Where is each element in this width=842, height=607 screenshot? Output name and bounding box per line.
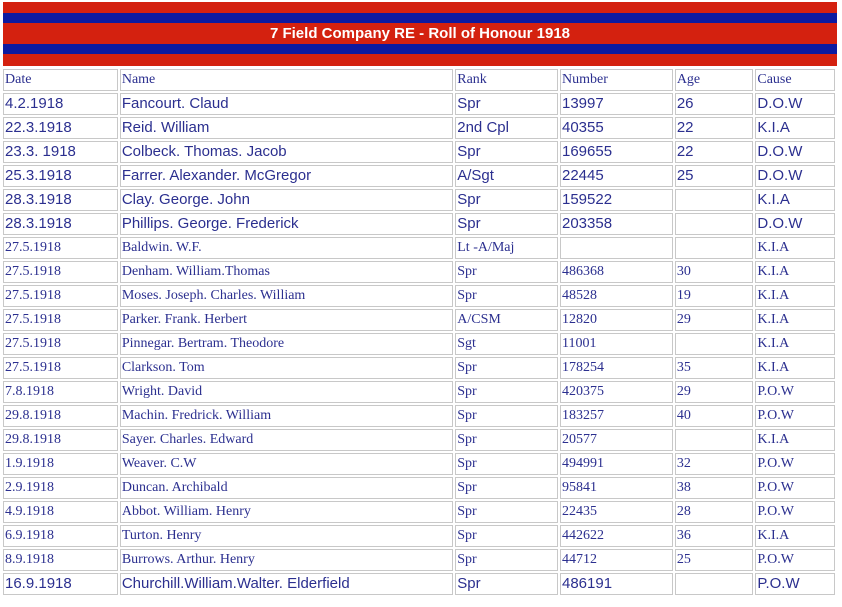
- cell-number: 48528: [560, 285, 673, 307]
- cell-name: Fancourt. Claud: [120, 93, 453, 115]
- cell-age: 22: [675, 141, 754, 163]
- cell-name: Burrows. Arthur. Henry: [120, 549, 453, 571]
- cell-age: 19: [675, 285, 754, 307]
- roll-table: [1, 67, 837, 597]
- cell-name: Baldwin. W.F.: [120, 237, 453, 259]
- cell-date: 22.3.1918: [3, 117, 118, 139]
- cell-name: Sayer. Charles. Edward: [120, 429, 453, 451]
- cell-cause: K.I.A: [755, 525, 835, 547]
- cell-rank: A/CSM: [455, 309, 558, 331]
- table-header-row: [3, 69, 835, 91]
- cell-rank: Spr: [455, 477, 558, 499]
- cell-cause: D.O.W: [755, 213, 835, 235]
- cell-number: 169655: [560, 141, 673, 163]
- table-row: [3, 549, 835, 571]
- cell-age: 22: [675, 117, 754, 139]
- cell-age: [675, 573, 754, 595]
- cell-cause: P.O.W: [755, 477, 835, 499]
- table-row: [3, 573, 835, 595]
- cell-name: Parker. Frank. Herbert: [120, 309, 453, 331]
- cell-cause: D.O.W: [755, 93, 835, 115]
- cell-rank: Spr: [455, 213, 558, 235]
- cell-age: [675, 237, 754, 259]
- cell-cause: P.O.W: [755, 405, 835, 427]
- cell-date: 7.8.1918: [3, 381, 118, 403]
- table-row: [3, 141, 835, 163]
- cell-name: Colbeck. Thomas. Jacob: [120, 141, 453, 163]
- cell-age: 26: [675, 93, 754, 115]
- cell-cause: D.O.W: [755, 141, 835, 163]
- header-rank: Rank: [455, 69, 558, 91]
- cell-age: 29: [675, 309, 754, 331]
- cell-date: 4.2.1918: [3, 93, 118, 115]
- cell-age: 25: [675, 549, 754, 571]
- cell-number: 486368: [560, 261, 673, 283]
- cell-age: 25: [675, 165, 754, 187]
- header-name: Name: [120, 69, 453, 91]
- cell-age: [675, 213, 754, 235]
- table-row: [3, 165, 835, 187]
- cell-name: Clay. George. John: [120, 189, 453, 211]
- cell-cause: P.O.W: [755, 501, 835, 523]
- cell-name: Phillips. George. Frederick: [120, 213, 453, 235]
- cell-cause: P.O.W: [755, 453, 835, 475]
- cell-age: 28: [675, 501, 754, 523]
- cell-number: 486191: [560, 573, 673, 595]
- cell-rank: Spr: [455, 93, 558, 115]
- table-row: [3, 237, 835, 259]
- cell-cause: P.O.W: [755, 549, 835, 571]
- table-row: [3, 477, 835, 499]
- cell-cause: P.O.W: [755, 381, 835, 403]
- cell-age: 35: [675, 357, 754, 379]
- cell-name: Wright. David: [120, 381, 453, 403]
- roll-banner: [3, 2, 837, 66]
- cell-number: 44712: [560, 549, 673, 571]
- cell-date: 27.5.1918: [3, 357, 118, 379]
- cell-name: Denham. William.Thomas: [120, 261, 453, 283]
- cell-name: Abbot. William. Henry: [120, 501, 453, 523]
- cell-rank: Spr: [455, 261, 558, 283]
- table-row: [3, 525, 835, 547]
- cell-cause: K.I.A: [755, 285, 835, 307]
- cell-date: 25.3.1918: [3, 165, 118, 187]
- cell-date: 29.8.1918: [3, 405, 118, 427]
- cell-age: [675, 189, 754, 211]
- cell-date: 4.9.1918: [3, 501, 118, 523]
- cell-date: 27.5.1918: [3, 285, 118, 307]
- cell-cause: K.I.A: [755, 309, 835, 331]
- cell-age: [675, 429, 754, 451]
- cell-cause: K.I.A: [755, 117, 835, 139]
- cell-number: 183257: [560, 405, 673, 427]
- table-row: [3, 357, 835, 379]
- cell-number: 13997: [560, 93, 673, 115]
- table-row: [3, 261, 835, 283]
- cell-rank: Sgt: [455, 333, 558, 355]
- cell-age: 29: [675, 381, 754, 403]
- cell-number: 203358: [560, 213, 673, 235]
- cell-number: 11001: [560, 333, 673, 355]
- cell-cause: K.I.A: [755, 333, 835, 355]
- cell-rank: Spr: [455, 405, 558, 427]
- cell-name: Churchill.William.Walter. Elderfield: [120, 573, 453, 595]
- cell-rank: Spr: [455, 501, 558, 523]
- header-cause: Cause: [755, 69, 835, 91]
- table-row: [3, 453, 835, 475]
- cell-date: 27.5.1918: [3, 309, 118, 331]
- cell-number: 159522: [560, 189, 673, 211]
- cell-date: 16.9.1918: [3, 573, 118, 595]
- cell-date: 28.3.1918: [3, 189, 118, 211]
- cell-name: Pinnegar. Bertram. Theodore: [120, 333, 453, 355]
- cell-date: 1.9.1918: [3, 453, 118, 475]
- cell-name: Weaver. C.W: [120, 453, 453, 475]
- cell-name: Farrer. Alexander. McGregor: [120, 165, 453, 187]
- cell-date: 23.3. 1918: [3, 141, 118, 163]
- cell-cause: K.I.A: [755, 189, 835, 211]
- table-row: [3, 189, 835, 211]
- cell-rank: Spr: [455, 573, 558, 595]
- table-row: [3, 309, 835, 331]
- cell-number: 22435: [560, 501, 673, 523]
- table-row: [3, 117, 835, 139]
- cell-age: 36: [675, 525, 754, 547]
- header-age: Age: [675, 69, 754, 91]
- cell-rank: Lt -A/Maj: [455, 237, 558, 259]
- cell-number: 95841: [560, 477, 673, 499]
- cell-cause: P.O.W: [755, 573, 835, 595]
- cell-age: 38: [675, 477, 754, 499]
- table-row: [3, 213, 835, 235]
- cell-rank: Spr: [455, 525, 558, 547]
- table-row: [3, 405, 835, 427]
- cell-number: 20577: [560, 429, 673, 451]
- cell-cause: K.I.A: [755, 429, 835, 451]
- cell-date: 27.5.1918: [3, 333, 118, 355]
- cell-cause: K.I.A: [755, 237, 835, 259]
- cell-date: 28.3.1918: [3, 213, 118, 235]
- cell-cause: D.O.W: [755, 165, 835, 187]
- cell-number: [560, 237, 673, 259]
- cell-number: 12820: [560, 309, 673, 331]
- cell-cause: K.I.A: [755, 357, 835, 379]
- cell-rank: Spr: [455, 189, 558, 211]
- table-row: [3, 429, 835, 451]
- cell-name: Turton. Henry: [120, 525, 453, 547]
- cell-rank: 2nd Cpl: [455, 117, 558, 139]
- cell-number: 178254: [560, 357, 673, 379]
- cell-rank: Spr: [455, 357, 558, 379]
- cell-cause: K.I.A: [755, 261, 835, 283]
- table-row: [3, 381, 835, 403]
- cell-name: Machin. Fredrick. William: [120, 405, 453, 427]
- cell-date: 6.9.1918: [3, 525, 118, 547]
- header-date: Date: [3, 69, 118, 91]
- cell-rank: Spr: [455, 549, 558, 571]
- cell-date: 29.8.1918: [3, 429, 118, 451]
- cell-rank: A/Sgt: [455, 165, 558, 187]
- page-title: 7 Field Company RE - Roll of Honour 1918: [269, 25, 571, 42]
- cell-date: 8.9.1918: [3, 549, 118, 571]
- table-row: [3, 93, 835, 115]
- cell-rank: Spr: [455, 285, 558, 307]
- cell-date: 2.9.1918: [3, 477, 118, 499]
- cell-date: 27.5.1918: [3, 237, 118, 259]
- cell-number: 22445: [560, 165, 673, 187]
- table-row: [3, 285, 835, 307]
- cell-rank: Spr: [455, 429, 558, 451]
- cell-number: 420375: [560, 381, 673, 403]
- cell-age: [675, 333, 754, 355]
- table-row: [3, 501, 835, 523]
- cell-number: 40355: [560, 117, 673, 139]
- cell-name: Reid. William: [120, 117, 453, 139]
- table-row: [3, 333, 835, 355]
- header-number: Number: [560, 69, 673, 91]
- cell-name: Moses. Joseph. Charles. William: [120, 285, 453, 307]
- cell-rank: Spr: [455, 453, 558, 475]
- cell-number: 442622: [560, 525, 673, 547]
- cell-rank: Spr: [455, 141, 558, 163]
- cell-age: 32: [675, 453, 754, 475]
- cell-date: 27.5.1918: [3, 261, 118, 283]
- cell-name: Duncan. Archibald: [120, 477, 453, 499]
- cell-rank: Spr: [455, 381, 558, 403]
- cell-number: 494991: [560, 453, 673, 475]
- cell-name: Clarkson. Tom: [120, 357, 453, 379]
- cell-age: 40: [675, 405, 754, 427]
- cell-age: 30: [675, 261, 754, 283]
